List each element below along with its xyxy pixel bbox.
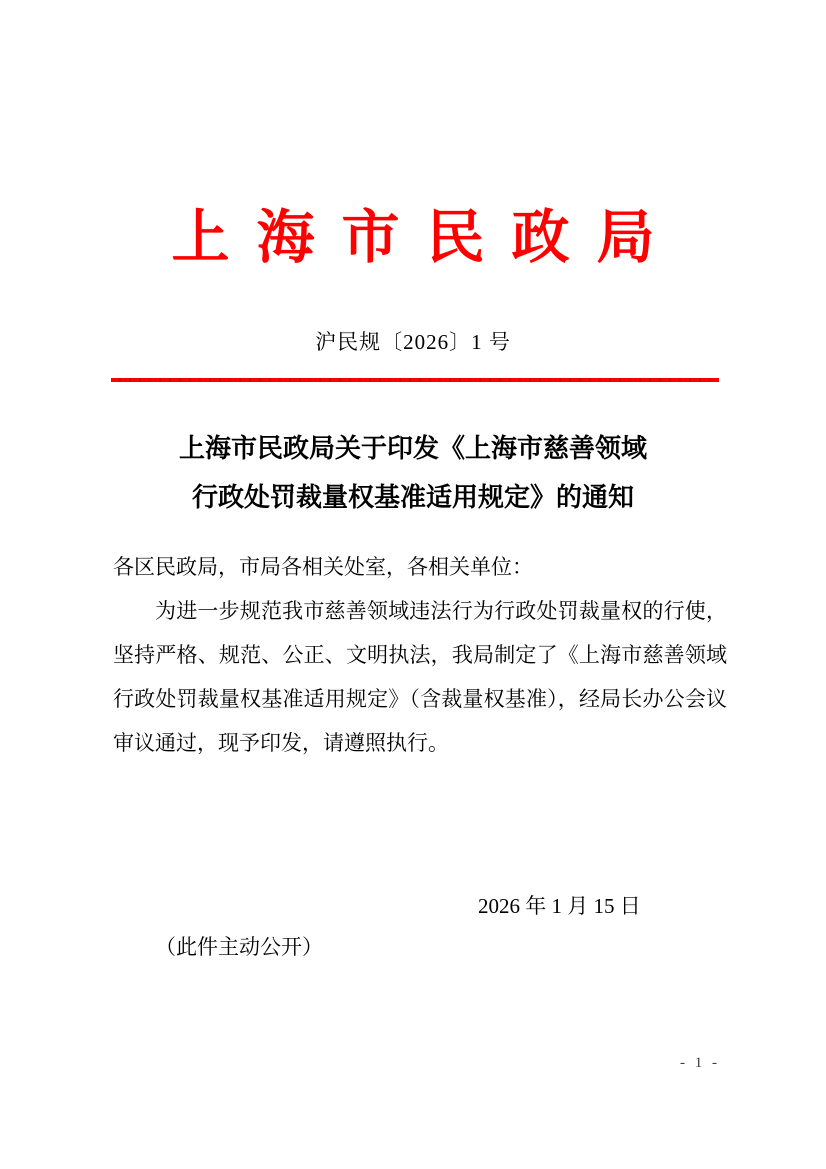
notice-title-line-1: 上海市民政局关于印发《上海市慈善领域	[178, 434, 647, 463]
agency-letterhead-title: 上海市民政局	[171, 205, 682, 270]
page-number: - 1 -	[680, 1055, 720, 1071]
body-line: 为进一步规范我市慈善领域违法行为行政处罚裁量权的行使，	[155, 599, 727, 623]
red-divider-rule	[111, 378, 719, 382]
notice-title-line-2: 行政处罚裁量权基准适用规定》的通知	[191, 483, 634, 512]
body-salutation-line: 各区民政局，市局各相关处室，各相关单位：	[113, 555, 533, 579]
body-text	[113, 545, 727, 765]
issue-date: 2026 年 1 月 15 日	[478, 894, 641, 918]
disclosure-note: （此件主动公开）	[155, 935, 323, 959]
document-number: 沪民规〔2026〕1 号	[315, 330, 511, 354]
body-line: 坚持严格、规范、公正、文明执法，我局制定了《上海市慈善领域	[113, 643, 727, 667]
body-line: 审议通过，现予印发，请遵照执行。	[113, 731, 449, 755]
body-line: 行政处罚裁量权基准适用规定》（含裁量权基准），经局长办公会议	[113, 687, 727, 711]
notice-title	[0, 424, 826, 522]
